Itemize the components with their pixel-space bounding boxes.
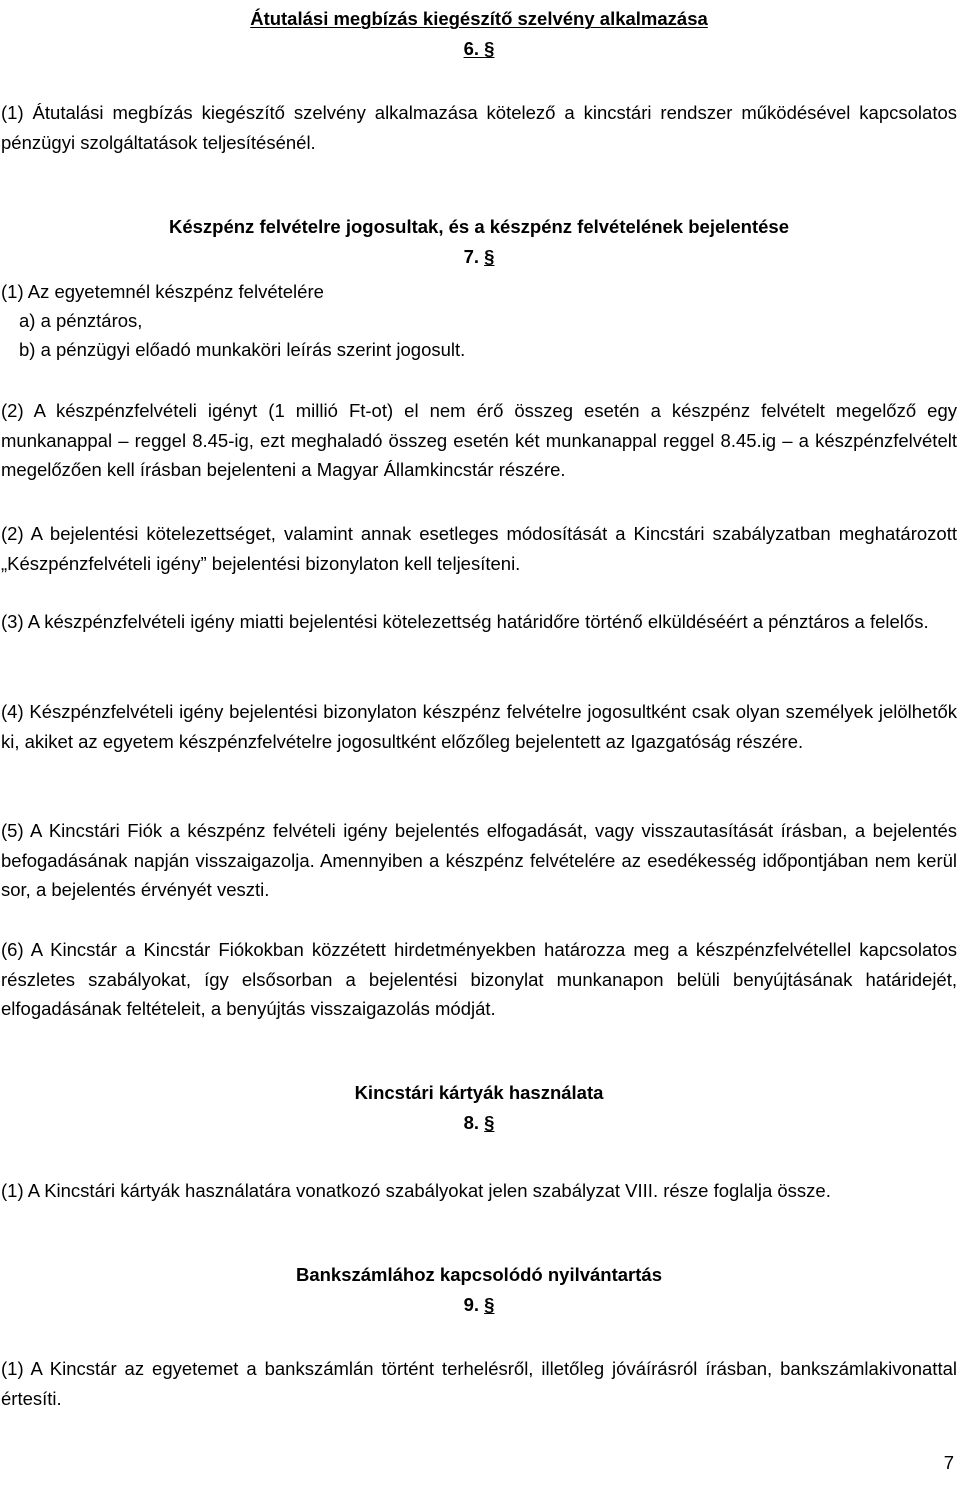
section-7-title: Készpénz felvételre jogosultak, és a készpénz felvételének bejelentése [168, 216, 790, 237]
section-7-item-b: b) a pénzügyi előadó munkaköri leírás szerint jogosult. [19, 339, 466, 360]
section-9-paragraph-1: (1) A Kincstár az egyetemet a bankszámlán történt terhelésről, illetőleg jóváírásról írásban, bankszámlakivonattal értesíti. [1, 1358, 957, 1409]
section-6-number: 6. § [463, 38, 495, 59]
page-number: 7 [943, 1452, 954, 1473]
section-7-paragraph-2: (2) A készpénzfelvételi igényt (1 millió Ft-ot) el nem érő összeg esetén a készpénz felvételt megelőző egy munkanappal – reggel 8.45-ig, ezt meghaladó összeg esetén két munkanappal reggel 8.45.ig – a készpénzfelvételt megelőzően kell írásban bejelenteni a Magyar Államkincstár részére. [1, 400, 957, 480]
section-7-number: 7. § [463, 246, 495, 267]
section-8-paragraph-1: (1) A Kincstári kártyák használatára vonatkozó szabályokat jelen szabályzat VIII. része foglalja össze. [1, 1180, 831, 1201]
section-7-paragraph-5: (5) A Kincstári Fiók a készpénz felvételi igény bejelentés elfogadását, vagy visszautasítását írásban, a bejelentés befogadásának napján visszaigazolja. Amennyiben a készpénz felvételére az esedékesség időpontjában nem kerül sor, a bejelentés érvényét veszti. [1, 820, 957, 900]
section-6-paragraph-1: (1) Átutalási megbízás kiegészítő szelvény alkalmazása kötelező a kincstári rendszer működésével kapcsolatos pénzügyi szolgáltatások teljesítésénél. [1, 102, 957, 153]
section-8-title: Kincstári kártyák használata [354, 1082, 604, 1103]
section-7-paragraph-3: (3) A készpénzfelvételi igény miatti bejelentési kötelezettség határidőre történő elküldéséért a pénztáros a felelős. [1, 611, 929, 632]
section-9-title: Bankszámlához kapcsolódó nyilvántartás [295, 1264, 662, 1285]
section-7-paragraph-2b: (2) A bejelentési kötelezettséget, valamint annak esetleges módosítását a Kincstári szabályzatban meghatározott „Készpénzfelvételi igény” bejelentési bizonylaton kell teljesíteni. [1, 523, 957, 574]
section-9-number: 9. § [463, 1294, 495, 1315]
section-6-title: Átutalási megbízás kiegészítő szelvény alkalmazása [250, 8, 708, 29]
section-7-paragraph-4: (4) Készpénzfelvételi igény bejelentési bizonylaton készpénz felvételre jogosultként csak olyan személyek jelölhetők ki, akiket az egyetem készpénzfelvételre jogosultként előzőleg bejelentett az Igazgatóság részére. [1, 701, 957, 752]
section-7-paragraph-1-intro: (1) Az egyetemnél készpénz felvételére [1, 281, 324, 302]
section-7-paragraph-6: (6) A Kincstár a Kincstár Fiókokban közzétett hirdetményekben határozza meg a készpénzfelvétellel kapcsolatos részletes szabályokat, így elsősorban a bejelentési bizonylat munkanapon belüli benyújtásának határidejét, elfogadásának feltételeit, a benyújtás visszaigazolás módját. [1, 939, 957, 1019]
section-8-number: 8. § [463, 1112, 495, 1133]
section-7-item-a: a) a pénztáros, [19, 310, 143, 331]
